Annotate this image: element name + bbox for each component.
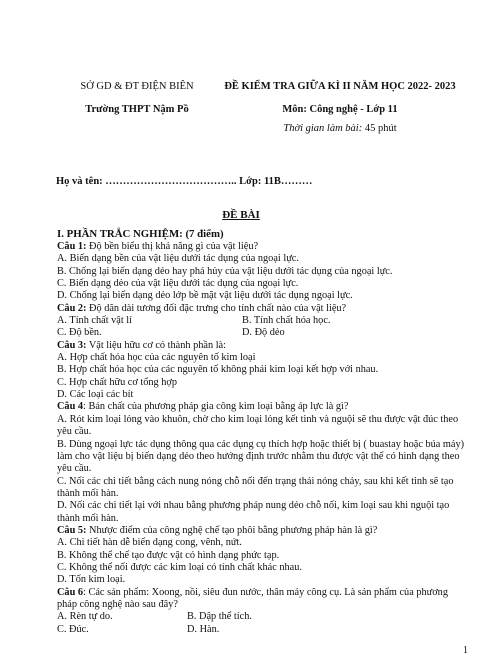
header-left bbox=[62, 80, 212, 117]
school-name: Trường THPT Nậm Pồ bbox=[85, 104, 189, 115]
option-a: A. Rót kim loại lỏng vào khuôn, chờ cho kim loại lỏng kết tinh và nguội sẽ thu được vật đúc theo yêu cầu. bbox=[57, 413, 459, 438]
options-row bbox=[57, 315, 467, 327]
question-1 bbox=[57, 241, 467, 253]
option-a: A. Tính chất vật lí bbox=[57, 315, 133, 327]
question-6 bbox=[57, 587, 467, 612]
option-d: D. Hàn. bbox=[187, 623, 220, 635]
option-d: D. Tốn kim loại. bbox=[57, 574, 126, 586]
option-b: B. Không thể chế tạo được vật có hình dạng phức tạp. bbox=[57, 549, 280, 561]
time-label: Thời gian làm bài: bbox=[283, 123, 363, 134]
question-text: Nhược điểm của công nghệ chế tạo phôi bằng phương pháp hàn là gì? bbox=[86, 524, 378, 536]
question-number: Câu 3: bbox=[57, 339, 87, 351]
option-c: C. Nối các chi tiết bằng cách nung nóng chỗ nối đến trạng thái nóng chảy, sau khi kết tinh sẽ tạo thành mối hàn. bbox=[57, 475, 454, 499]
option-d: D. Độ dẻo bbox=[242, 327, 285, 339]
question-number: Câu 1: bbox=[57, 241, 87, 252]
options-row bbox=[57, 624, 467, 636]
section-heading: I. PHẦN TRẮC NGHIỆM: (7 điểm) bbox=[57, 228, 224, 240]
option-a: A. Chi tiết hàn dễ biến dạng cong, vênh, nứt. bbox=[57, 537, 242, 549]
option-c: C. Không thể nối được các kim loại có tính chất khác nhau. bbox=[57, 561, 302, 573]
page-number: 1 bbox=[463, 645, 468, 656]
question-number: Câu 4 bbox=[57, 401, 84, 413]
option-a: A. Hợp chất hóa học của các nguyên tố kim loại bbox=[57, 352, 256, 364]
option-b: B. Dập thể tích. bbox=[187, 611, 252, 623]
question-text: Vật liệu hữu cơ có thành phần là: bbox=[86, 339, 226, 351]
option-d: D. Nối các chi tiết lại với nhau bằng phương pháp nung dẻo chỗ nối, kim loại sau khi nguội tạo thành mối hàn. bbox=[57, 500, 450, 524]
question-number: Câu 6 bbox=[57, 586, 84, 598]
exam-title: ĐỀ KIỂM TRA GIỮA KÌ II NĂM HỌC 2022- 2023 bbox=[224, 81, 456, 92]
option-d: D. Chống lại biến dạng dẻo lớp bề mặt vật liệu dưới tác dụng ngoại lực. bbox=[57, 290, 353, 302]
question-5 bbox=[57, 525, 467, 537]
option-a: A. Biến dạng bền của vật liệu dưới tác dụng của ngoại lực. bbox=[57, 253, 299, 265]
option-d: D. Các loại các bít bbox=[57, 389, 134, 401]
question-text: : Các sản phẩm: Xoong, nồi, siêu đun nước, thân máy công cụ. Là sản phẩm của phương pháp công nghệ nào sau đây? bbox=[57, 586, 448, 610]
option-c: C. Đúc. bbox=[57, 623, 89, 635]
question-body bbox=[57, 228, 467, 636]
question-3 bbox=[57, 340, 467, 352]
option-b: B. Chống lại biến dạng dẻo hay phá hủy của vật liệu dưới tác dụng của ngoại lực. bbox=[57, 265, 393, 277]
time-line bbox=[215, 122, 465, 136]
question-text: : Bản chất của phương pháp gia công kim loại bằng áp lực là gì? bbox=[83, 401, 349, 413]
option-b: B. Hợp chất hóa học của các nguyên tố không phải kim loại kết hợp với nhau. bbox=[57, 364, 379, 376]
question-4 bbox=[57, 401, 467, 413]
question-number: Câu 2: bbox=[57, 302, 87, 314]
option-c: C. Độ bền. bbox=[57, 327, 102, 339]
option-b: B. Tính chất hóa học. bbox=[242, 315, 331, 327]
question-text: Độ dãn dài tương đối đặc trưng cho tính chất nào của vật liệu? bbox=[86, 302, 347, 314]
question-2 bbox=[57, 303, 467, 315]
option-c: C. Hợp chất hữu cơ tổng hợp bbox=[57, 376, 178, 388]
header-right bbox=[215, 80, 465, 136]
options-row bbox=[57, 327, 467, 339]
student-info-line: Họ và tên: ……………………………….. Lớp: 11B……… bbox=[56, 176, 313, 187]
option-a: A. Rèn tự do. bbox=[57, 611, 113, 623]
question-number: Câu 5: bbox=[57, 524, 87, 536]
department-name: SỞ GD & ĐT ĐIỆN BIÊN bbox=[80, 81, 194, 92]
option-b: B. Dùng ngoại lực tác dụng thông qua các dụng cụ thích hợp hoặc thiết bị ( buastay hoặc búa máy) làm cho vật liệu bị biến dạng dẻo theo hướng định trước nhằm thu được vật thể có hình dạng theo yêu cầu. bbox=[57, 438, 465, 475]
subject-line: Môn: Công nghệ - Lớp 11 bbox=[282, 104, 398, 115]
time-value: 45 phút bbox=[364, 123, 397, 134]
document-title: ĐỀ BÀI bbox=[222, 209, 260, 221]
question-text: Độ bền biểu thị khả năng gì của vật liệu? bbox=[86, 241, 259, 252]
options-row bbox=[57, 611, 467, 623]
option-c: C. Biến dạng dẻo của vật liệu dưới tác dụng của ngoại lực. bbox=[57, 278, 299, 290]
